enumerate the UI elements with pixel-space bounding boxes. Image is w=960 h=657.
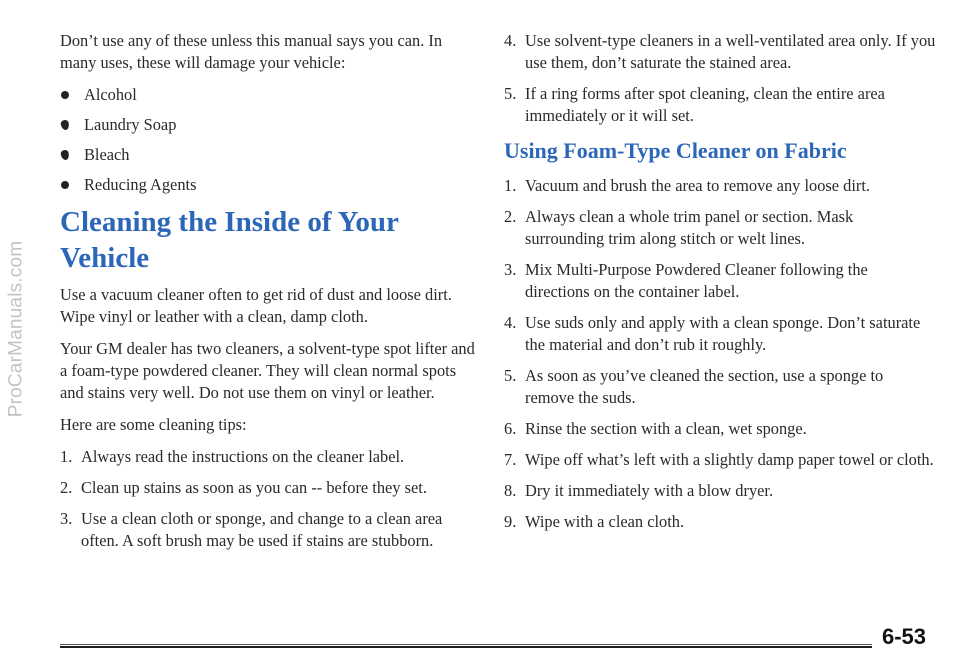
bullet-icon (60, 119, 70, 130)
list-item (60, 84, 478, 106)
step-text: Clean up stains as soon as you can -- before they set. (81, 478, 427, 497)
step-number: 2. (504, 207, 517, 226)
step-text: Always clean a whole trim panel or section. Mask surrounding trim along stitch or welt lines. (525, 207, 854, 248)
step-text: Mix Multi-Purpose Powdered Cleaner following the directions on the container label. (525, 260, 868, 301)
body-paragraph: Your GM dealer has two cleaners, a solvent-type spot lifter and a foam-type powdered cleaner. They will clean normal spots and stains very well. Do not use them on vinyl or leather. (60, 339, 475, 402)
step-item (60, 508, 478, 552)
watermark-text: ProCarManuals.com (5, 240, 27, 417)
list-item (60, 144, 478, 166)
step-item (504, 480, 936, 502)
step-number: 8. (504, 481, 517, 500)
step-text: Use a clean cloth or sponge, and change to a clean area often. A soft brush may be used if stains are stubborn. (81, 509, 443, 550)
list-item-label: Reducing Agents (84, 175, 197, 194)
step-text: As soon as you’ve cleaned the section, use a sponge to remove the suds. (525, 366, 884, 407)
step-item (504, 175, 936, 197)
step-number: 4. (504, 313, 517, 332)
watermark (0, 0, 34, 657)
list-item-label: Laundry Soap (84, 115, 177, 134)
step-item (60, 446, 478, 468)
step-number: 9. (504, 512, 517, 531)
step-item (504, 312, 936, 356)
bullet-icon (60, 149, 70, 160)
step-text: Rinse the section with a clean, wet sponge. (525, 419, 807, 438)
right-column (504, 30, 936, 542)
step-text: Dry it immediately with a blow dryer. (525, 481, 774, 500)
list-item-label: Alcohol (84, 85, 137, 104)
step-number: 3. (60, 509, 73, 528)
section-heading: Cleaning the Inside of Your Vehicle (60, 206, 399, 274)
list-item (60, 174, 478, 196)
intro-paragraph: Don’t use any of these unless this manual says you can. In many uses, these will damage your vehicle: (60, 31, 443, 72)
step-item (504, 365, 936, 409)
step-number: 5. (504, 366, 517, 385)
list-item-label: Bleach (84, 145, 130, 164)
footer-divider (60, 646, 872, 648)
bullet-icon (61, 181, 69, 189)
body-paragraph: Here are some cleaning tips: (60, 415, 247, 434)
step-number: 2. (60, 478, 73, 497)
step-item (60, 477, 478, 499)
step-item (504, 418, 936, 440)
bullet-icon (61, 91, 69, 99)
step-item (504, 259, 936, 303)
foam-cleaner-steps (504, 175, 936, 533)
step-number: 5. (504, 84, 517, 103)
step-number: 1. (60, 447, 73, 466)
step-item (504, 449, 936, 471)
harmful-agents-list (60, 84, 478, 196)
step-item (504, 83, 936, 127)
step-number: 3. (504, 260, 517, 279)
step-text: Always read the instructions on the cleaner label. (81, 447, 405, 466)
left-column (60, 30, 478, 561)
cleaning-tips-list (60, 446, 478, 552)
cleaning-tips-list-continued (504, 30, 936, 127)
step-text: Wipe with a clean cloth. (525, 512, 685, 531)
step-number: 1. (504, 176, 517, 195)
step-item (504, 206, 936, 250)
body-paragraph: Use a vacuum cleaner often to get rid of dust and loose dirt. Wipe vinyl or leather with a clean, damp cloth. (60, 285, 452, 326)
step-number: 7. (504, 450, 517, 469)
page-number: 6-53 (882, 624, 927, 649)
step-item (504, 511, 936, 533)
step-item (504, 30, 936, 74)
step-text: Use solvent-type cleaners in a well-ventilated area only. If you use them, don’t saturate the stained area. (525, 31, 936, 72)
step-text: Vacuum and brush the area to remove any loose dirt. (525, 176, 871, 195)
step-number: 6. (504, 419, 517, 438)
list-item (60, 114, 478, 136)
step-number: 4. (504, 31, 517, 50)
step-text: Use suds only and apply with a clean sponge. Don’t saturate the material and don’t rub it roughly. (525, 313, 921, 354)
step-text: If a ring forms after spot cleaning, clean the entire area immediately or it will set. (525, 84, 885, 125)
section-heading: Using Foam-Type Cleaner on Fabric (504, 138, 847, 163)
step-text: Wipe off what’s left with a slightly damp paper towel or cloth. (525, 450, 934, 469)
